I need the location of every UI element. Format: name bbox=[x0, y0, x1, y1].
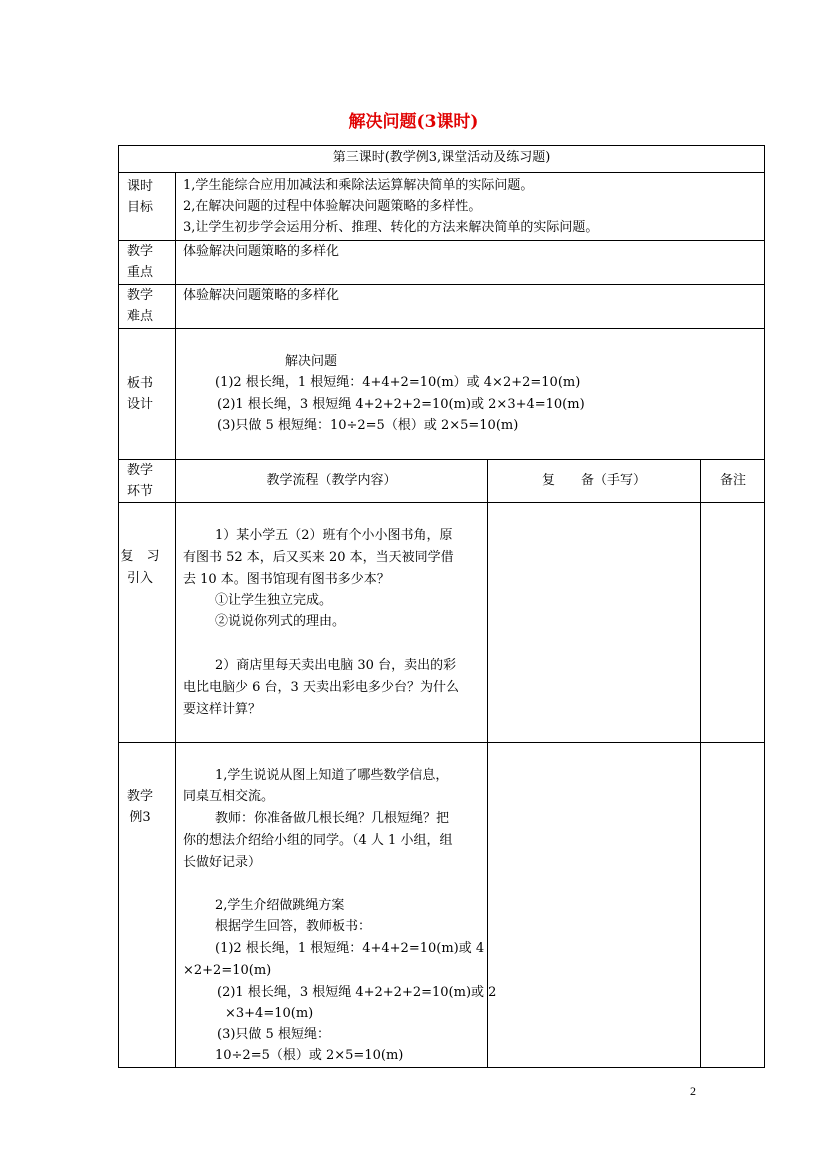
key-points-label-line1: 教学 bbox=[126, 244, 153, 259]
row-divider bbox=[118, 328, 765, 329]
difficulties-label-line2: 难点 bbox=[126, 309, 153, 324]
example-line: 长做好记录） bbox=[183, 855, 262, 870]
page-number: 2 bbox=[690, 1084, 696, 1098]
process-header: 教学流程（教学内容） bbox=[266, 473, 397, 488]
example-line: 你的想法介绍给小组的同学。（4 人 1 小组，组 bbox=[183, 833, 453, 848]
difficulties-label-line1: 教学 bbox=[126, 288, 153, 303]
stage-header-line1: 教学 bbox=[126, 463, 153, 478]
document-title: 解决问题(3课时) bbox=[348, 112, 479, 132]
row-divider bbox=[118, 284, 765, 285]
review-line: 要这样计算？ bbox=[183, 702, 262, 717]
example-line: (3)只做 5 根短绳： bbox=[217, 1027, 330, 1042]
review-line: 2）商店里每天卖出电脑 30 台，卖出的彩 bbox=[215, 658, 457, 673]
example-line: (1)2 根长绳，1 根短绳：4+4+2=10(m)或 4 bbox=[215, 941, 485, 956]
board-line: (2)1 根长绳，3 根短绳 4+2+2+2=10(m)或 2×3+4=10(m) bbox=[217, 397, 585, 412]
row-divider bbox=[118, 502, 765, 503]
example-line: (2)1 根长绳，3 根短绳 4+2+2+2=10(m)或 2 bbox=[217, 985, 497, 1000]
review-line: 电比电脑少 6 台，3 天卖出彩电多少台？为什么 bbox=[183, 680, 459, 695]
review-label-line2: 引入 bbox=[126, 571, 153, 586]
key-points-label-line2: 重点 bbox=[126, 265, 153, 280]
table-header: 第三课时(教学例3,课堂活动及练习题) bbox=[332, 150, 551, 165]
board-label-line1: 板书 bbox=[126, 376, 153, 391]
example-line: 教师：你准备做几根长绳？几根短绳？把 bbox=[215, 811, 450, 826]
review-line: ①让学生独立完成。 bbox=[215, 593, 333, 608]
row-divider bbox=[118, 172, 765, 173]
board-line: (3)只做 5 根短绳：10÷2=5（根）或 2×5=10(m) bbox=[217, 418, 519, 433]
objectives-label-line1: 课时 bbox=[126, 179, 153, 194]
difficulties-content: 体验解决问题策略的多样化 bbox=[183, 288, 340, 303]
objectives-label-line2: 目标 bbox=[126, 200, 153, 215]
example-line: ×3+4=10(m) bbox=[225, 1006, 314, 1021]
example-label-line1: 教学 bbox=[126, 789, 153, 804]
column-divider bbox=[487, 459, 488, 1068]
row-divider bbox=[118, 742, 765, 743]
column-divider bbox=[700, 459, 701, 1068]
objective-item: 3,让学生初步学会运用分析、推理、转化的方法来解决简单的实际问题。 bbox=[183, 220, 599, 235]
review-line: 去 10 本。图书馆现有图书多少本？ bbox=[183, 572, 390, 587]
example-line: 1,学生说说从图上知道了哪些数学信息， bbox=[215, 768, 449, 783]
notes-header: 备注 bbox=[719, 473, 746, 488]
board-line: (1)2 根长绳，1 根短绳：4+4+2=10(m）或 4×2+2=10(m) bbox=[215, 375, 581, 390]
board-label-line2: 设计 bbox=[126, 397, 153, 412]
example-line: 同桌互相交流。 bbox=[183, 789, 275, 804]
row-divider bbox=[118, 240, 765, 241]
stage-header-line2: 环节 bbox=[126, 484, 153, 499]
example-label-line2: 例3 bbox=[129, 810, 151, 825]
example-line: 2,学生介绍做跳绳方案 bbox=[215, 898, 345, 913]
review-label-line1: 复 习 bbox=[120, 549, 160, 564]
objective-item: 2,在解决问题的过程中体验解决问题策略的多样性。 bbox=[183, 199, 482, 214]
column-divider bbox=[175, 172, 176, 1068]
example-line: ×2+2=10(m) bbox=[183, 963, 272, 978]
row-divider bbox=[118, 459, 765, 460]
example-line: 根据学生回答，教师板书： bbox=[215, 919, 372, 934]
objective-item: 1,学生能综合应用加减法和乘除法运算解决简单的实际问题。 bbox=[183, 178, 534, 193]
example-line: 10÷2=5（根）或 2×5=10(m) bbox=[215, 1048, 404, 1063]
board-title: 解决问题 bbox=[285, 354, 338, 369]
review-line: 1）某小学五（2）班有个小小图书角，原 bbox=[215, 528, 453, 543]
review-header: 复 备（手写） bbox=[541, 473, 646, 488]
key-points-content: 体验解决问题策略的多样化 bbox=[183, 244, 340, 259]
review-line: 有图书 52 本，后又买来 20 本，当天被同学借 bbox=[183, 550, 454, 565]
review-line: ②说说你列式的理由。 bbox=[215, 614, 346, 629]
